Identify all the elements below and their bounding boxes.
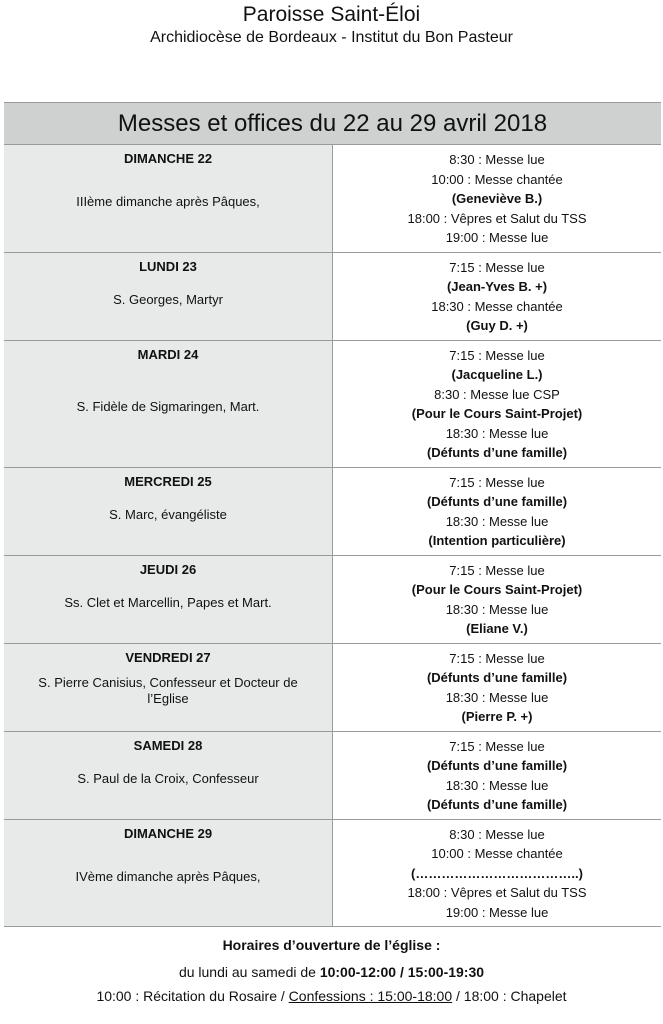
services-cell <box>333 252 662 340</box>
service-time: 19:00 : Messe lue <box>445 230 549 245</box>
feast-wrap <box>4 275 332 308</box>
day-name: MARDI 24 <box>137 346 199 362</box>
service-time: 7:15 : Messe lue <box>449 259 545 275</box>
mass-intention: (Pour le Cours Saint-Projet) <box>411 582 583 597</box>
services-cell <box>333 643 662 731</box>
opening-hours <box>0 934 663 1007</box>
service-time: 7:15 : Messe lue <box>449 738 545 754</box>
service-time: 18:30 : Messe lue <box>445 689 549 705</box>
day-row <box>4 145 661 253</box>
opening-hours-weekdays <box>0 961 663 983</box>
mass-intention: (Jean-Yves B. +) <box>446 279 548 294</box>
feast-name: Ss. Clet et Marcellin, Papes et Mart. <box>64 594 272 610</box>
services-list <box>333 732 661 819</box>
day-cell <box>4 731 333 819</box>
day-cell <box>4 555 333 643</box>
mass-intention: (Défunts d’une famille) <box>426 797 568 812</box>
day-cell <box>4 252 333 340</box>
mass-intention: (Pour le Cours Saint-Projet) <box>411 406 583 421</box>
service-time: 18:30 : Messe lue <box>445 425 549 441</box>
service-time: 19:00 : Messe lue <box>445 904 549 920</box>
day-row <box>4 340 661 467</box>
feast-wrap <box>4 363 332 416</box>
service-time: 8:30 : Messe lue CSP <box>434 386 560 402</box>
day-name: MERCREDI 25 <box>124 473 212 489</box>
service-time: 10:00 : Messe chantée <box>431 846 563 861</box>
day-row <box>4 467 661 555</box>
services-list <box>333 468 661 555</box>
day-cell <box>4 340 333 467</box>
opening-hours-title: Horaires d’ouverture de l’église : <box>222 937 441 953</box>
feast-wrap <box>4 754 332 787</box>
document-header <box>0 0 663 48</box>
service-time: 18:30 : Messe lue <box>445 777 549 793</box>
feast-name: S. Pierre Canisius, Confesseur et Docteur de l’Eglise <box>38 674 298 706</box>
feast-wrap <box>4 490 332 523</box>
mass-intention: (Défunts d’une famille) <box>426 445 568 460</box>
service-time: 18:30 : Messe lue <box>445 601 549 617</box>
day-row <box>4 555 661 643</box>
service-time: 18:30 : Messe lue <box>445 513 549 529</box>
schedule-title: Messes et offices du 22 au 29 avril 2018 <box>4 103 661 145</box>
mass-intention: (Jacqueline L.) <box>451 367 543 382</box>
rosary-text: 10:00 : Récitation du Rosaire / <box>96 988 289 1004</box>
day-row <box>4 252 661 340</box>
services-list <box>333 253 661 340</box>
day-name: VENDREDI 27 <box>125 649 211 665</box>
services-list <box>333 341 661 467</box>
hours-times: 10:00-12:00 / 15:00-19:30 <box>319 964 485 980</box>
diocese-name: Archidiocèse de Bordeaux - Institut du Bon Pasteur <box>150 29 513 46</box>
day-cell <box>4 643 333 731</box>
day-name: DIMANCHE 22 <box>123 151 213 166</box>
day-cell <box>4 145 333 253</box>
confessions-text: Confessions : 15:00-18:00 <box>288 988 453 1004</box>
mass-intention: (Pierre P. +) <box>461 709 533 724</box>
feast-name: S. Marc, évangéliste <box>109 506 227 522</box>
mass-intention: (Intention particulière) <box>428 533 566 548</box>
mass-intention: (Défunts d’une famille) <box>426 494 568 509</box>
service-time: 7:15 : Messe lue <box>449 347 545 363</box>
feast-name: IIIème dimanche après Pâques, <box>76 194 260 209</box>
feast-wrap <box>4 167 332 210</box>
service-time: 7:15 : Messe lue <box>449 474 545 490</box>
day-name: JEUDI 26 <box>139 561 197 577</box>
service-time: 18:00 : Vêpres et Salut du TSS <box>407 885 587 900</box>
services-list <box>333 644 661 731</box>
schedule-table <box>4 102 661 927</box>
mass-intention: (Eliane V.) <box>466 621 528 636</box>
feast-wrap <box>4 666 332 707</box>
feast-name: S. Georges, Martyr <box>113 291 223 307</box>
day-row <box>4 731 661 819</box>
feast-name: S. Paul de la Croix, Confesseur <box>77 770 259 786</box>
day-row <box>4 819 661 927</box>
mass-intention: (Geneviève B.) <box>451 191 543 206</box>
services-cell <box>333 145 662 253</box>
services-cell <box>333 819 662 927</box>
service-time: 8:30 : Messe lue <box>449 152 545 167</box>
day-name: DIMANCHE 29 <box>123 825 213 841</box>
services-list <box>333 145 661 252</box>
service-time: 10:00 : Messe chantée <box>431 171 563 187</box>
feast-name: S. Fidèle de Sigmaringen, Mart. <box>76 399 260 414</box>
day-cell <box>4 467 333 555</box>
services-cell <box>333 555 662 643</box>
services-list <box>333 820 661 927</box>
chapelet-text: / 18:00 : Chapelet <box>452 988 567 1004</box>
services-cell <box>333 731 662 819</box>
day-name: LUNDI 23 <box>139 258 197 274</box>
feast-wrap <box>4 578 332 611</box>
feast-wrap <box>4 842 332 885</box>
hours-prefix: du lundi au samedi de <box>178 964 320 980</box>
day-name: SAMEDI 28 <box>133 737 203 753</box>
services-cell <box>333 340 662 467</box>
mass-intention: (………………………………..) <box>411 865 583 881</box>
day-row <box>4 643 661 731</box>
services-cell <box>333 467 662 555</box>
mass-intention: (Défunts d’une famille) <box>426 758 568 773</box>
mass-intention: (Défunts d’une famille) <box>426 670 568 685</box>
daily-activities <box>0 985 663 1007</box>
service-time: 7:15 : Messe lue <box>449 562 545 578</box>
service-time: 18:00 : Vêpres et Salut du TSS <box>407 210 587 226</box>
service-time: 7:15 : Messe lue <box>449 650 545 666</box>
schedule-title-row <box>4 103 661 145</box>
feast-name: IVème dimanche après Pâques, <box>75 868 261 884</box>
day-cell <box>4 819 333 927</box>
service-time: 8:30 : Messe lue <box>449 826 545 842</box>
services-list <box>333 556 661 643</box>
mass-intention: (Guy D. +) <box>466 318 528 333</box>
service-time: 18:30 : Messe chantée <box>431 298 563 314</box>
parish-name: Paroisse Saint-Éloi <box>242 3 421 26</box>
